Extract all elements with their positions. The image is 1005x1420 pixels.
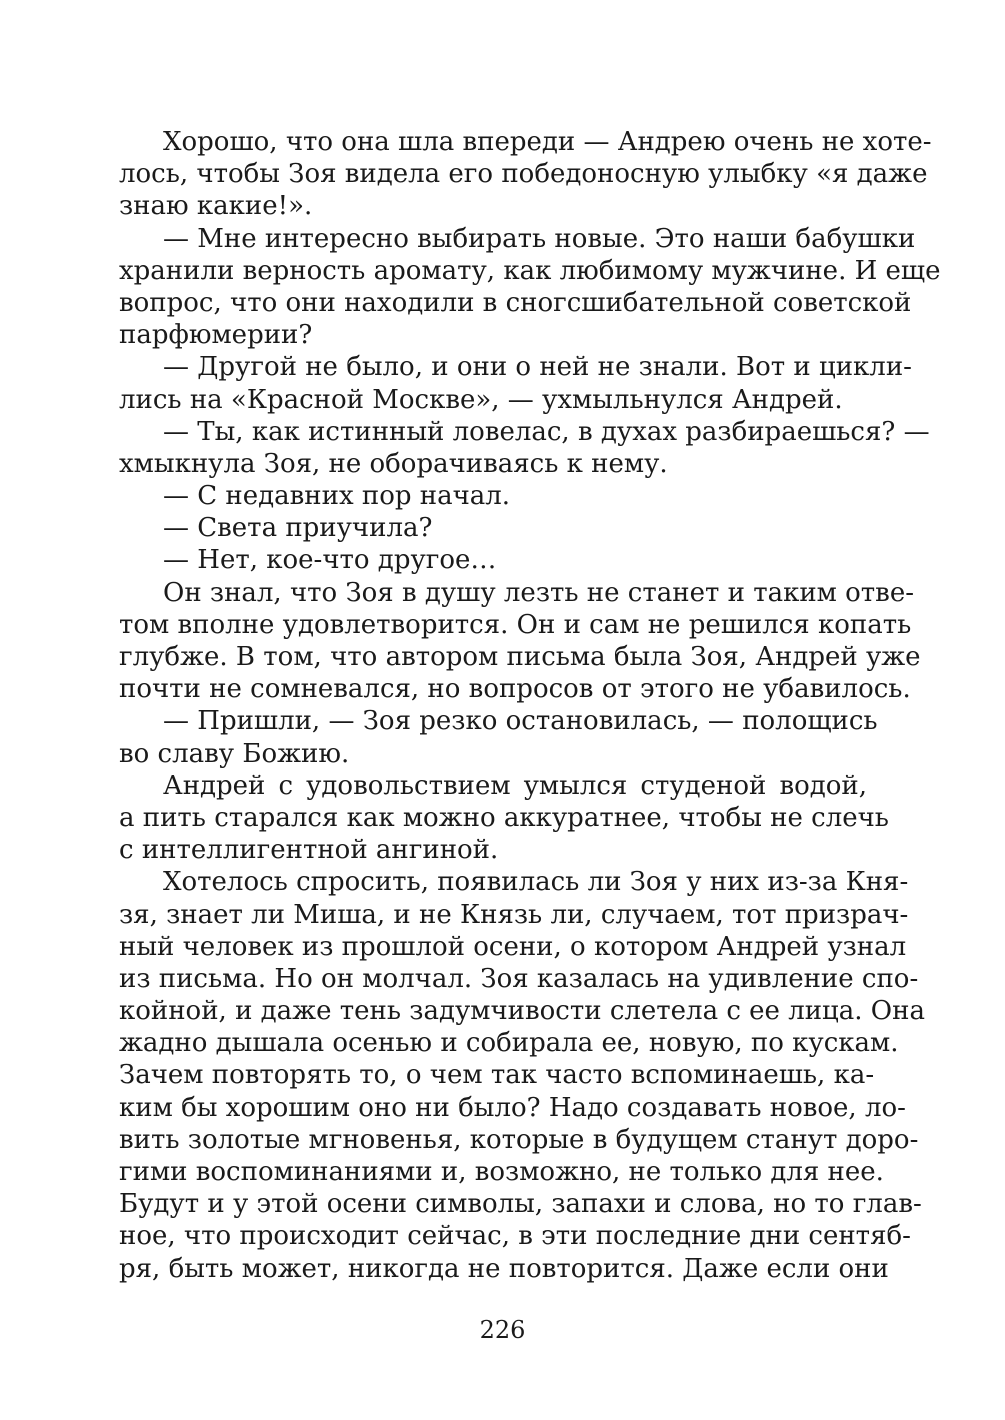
text-line: Хотелось спросить, появилась ли Зоя у них из-за Кня-: [163, 867, 909, 898]
text-line: — Пришли, — Зоя резко остановилась, — полощись: [163, 706, 878, 737]
text-line: а пить старался как можно аккуратнее, чтобы не слечь: [119, 802, 889, 833]
text-line: из письма. Но он молчал. Зоя казалась на удивление спо-: [119, 963, 919, 994]
text-line: Он знал, что Зоя в душу лезть не станет и таким отве-: [163, 577, 914, 608]
text-line: — С недавних пор начал.: [163, 481, 511, 512]
text-line: Андрей с удовольствием умылся студеной водой,: [163, 770, 867, 801]
text-line: Зачем повторять то, о чем так часто вспоминаешь, ка-: [119, 1060, 875, 1091]
page-number: 226: [479, 1316, 526, 1344]
text-line: знаю какие!».: [119, 191, 313, 222]
body-text: [119, 126, 941, 1285]
text-line: лись на «Красной Москве», — ухмыльнулся Андрей.: [119, 384, 843, 415]
text-line: почти не сомневался, но вопросов от этого не убавилось.: [119, 674, 911, 705]
text-line: ким бы хорошим оно ни было? Надо создавать новое, ло-: [119, 1092, 906, 1123]
text-line: вопрос, что они находили в сногсшибательной советской: [119, 287, 912, 318]
text-line: зя, знает ли Миша, и не Князь ли, случаем, тот призрач-: [119, 899, 909, 930]
text-line: вить золотые мгновенья, которые в будущем станут доро-: [119, 1124, 919, 1155]
text-line: том вполне удовлетворится. Он и сам не решился копать: [119, 609, 912, 640]
text-line: парфюмерии?: [119, 320, 313, 351]
text-line: — Нет, кое-что другое…: [163, 545, 497, 576]
text-line: хранили верность аромату, как любимому мужчине. И еще: [119, 255, 941, 286]
text-line: ря, быть может, никогда не повторится. Даже если они: [119, 1253, 889, 1284]
text-line: Хорошо, что она шла впереди — Андрею очень не хоте-: [163, 127, 932, 157]
text-line: жадно дышала осенью и собирала ее, новую, по кускам.: [119, 1028, 899, 1059]
text-line: — Ты, как истинный ловелас, в духах разбираешься? —: [163, 416, 930, 447]
text-line: ное, что происходит сейчас, в эти последние дни сентяб-: [119, 1221, 911, 1252]
text-line: ный человек из прошлой осени, о котором Андрей узнал: [119, 931, 907, 962]
text-line: койной, и даже тень задумчивости слетела с ее лица. Она: [119, 996, 925, 1027]
text-line: с интеллигентной ангиной.: [119, 835, 499, 866]
text-line: лось, чтобы Зоя видела его победоносную улыбку «я даже: [119, 159, 928, 190]
text-line: Будут и у этой осени символы, запахи и слова, но то глав-: [119, 1189, 922, 1220]
text-line: гими воспоминаниями и, возможно, не только для нее.: [119, 1157, 884, 1187]
text-line: хмыкнула Зоя, не оборачиваясь к нему.: [119, 448, 668, 479]
text-line: — Другой не было, и они о ней не знали. Вот и цикли-: [163, 352, 912, 383]
text-line: глубже. В том, что автором письма была Зоя, Андрей уже: [119, 642, 921, 672]
text-line: — Света приучила?: [163, 513, 433, 544]
text-line: — Мне интересно выбирать новые. Это наши бабушки: [163, 223, 916, 254]
text-line: во славу Божию.: [119, 738, 350, 769]
